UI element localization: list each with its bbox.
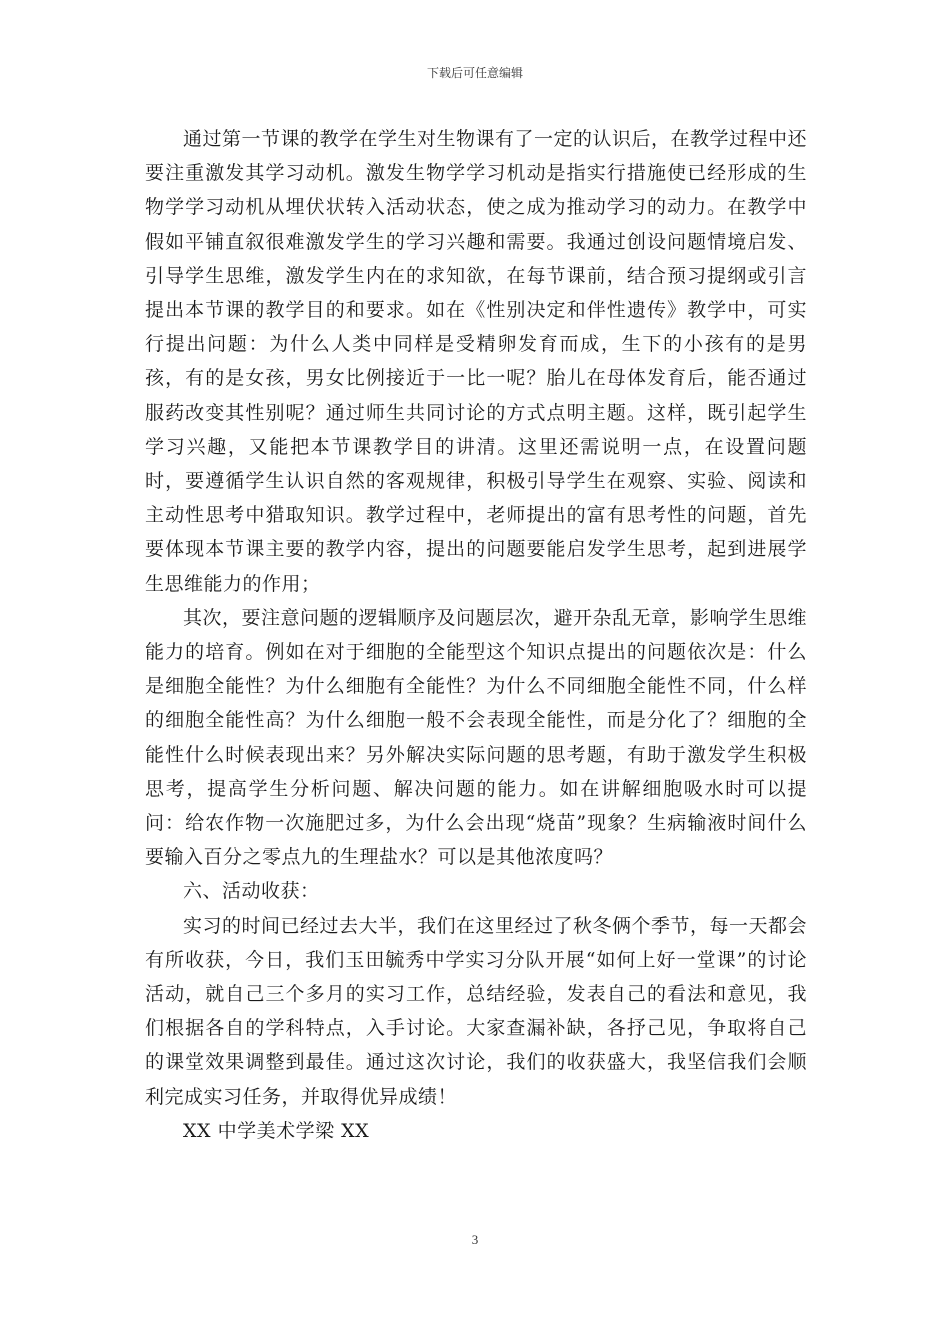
document-body: [145, 122, 807, 1148]
page-header: 下载后可任意编辑: [426, 66, 523, 80]
paragraph-question-order: 其次，要注意问题的逻辑顺序及问题层次，避开杂乱无章，影响学生思维能力的培育。例如在对于细胞的全能型这个知识点提出的问题依次是：什么是细胞全能性？为什么细胞有全能性？为什么不同细胞全能性不同，什么样的细胞全能性高？为什么细胞一般不会表现全能性，而是分化了？细胞的全能性什么时候表现出来？另外解决实际问题的思考题，有助于激发学生积极思考，提高学生分析问题、解决问题的能力。如在讲解细胞吸水时可以提问：给农作物一次施肥过多，为什么会出现“烧苗”现象？生病输液时间什么要输入百分之零点九的生理盐水？可以是其他浓度吗？: [145, 606, 808, 869]
section-heading-activity-harvest: 六、活动收获：: [183, 880, 320, 903]
author-signature: XX 中学美术学梁 XX: [183, 1119, 370, 1142]
paragraph-internship-summary: 实习的时间已经过去大半，我们在这里经过了秋冬俩个季节，每一天都会有所收获，今日，我们玉田毓秀中学实习分队开展“如何上好一堂课”的讨论活动，就自己三个多月的实习工作，总结经验，发表自己的看法和意见，我们根据各自的学科特点，入手讨论。大家查漏补缺，各抒己见，争取将自己的课堂效果调整到最佳。通过这次讨论，我们的收获盛大，我坚信我们会顺利完成实习任务，并取得优异成绩！: [145, 914, 808, 1108]
paragraph-teaching-motivation: 通过第一节课的教学在学生对生物课有了一定的认识后，在教学过程中还要注重激发其学习动机。激发生物学学习机动是指实行措施使已经形成的生物学学习动机从埋伏状转入活动状态，使之成为推动学习的动力。在教学中假如平铺直叙很难激发学生的学习兴趣和需要。我通过创设问题情境启发、引导学生思维，激发学生内在的求知欲，在每节课前，结合预习提纲或引言提出本节课的教学目的和要求。如在《性别决定和伴性遗传》教学中，可实行提出问题：为什么人类中同样是受精卵发育而成，生下的小孩有的是男孩，有的是女孩，男女比例接近于一比一呢？胎儿在母体发育后，能否通过服药改变其性别呢？通过师生共同讨论的方式点明主题。这样，既引起学生学习兴趣，又能把本节课教学目的讲清。这里还需说明一点，在设置问题时，要遵循学生认识自然的客观规律，积极引导学生在观察、实验、阅读和主动性思考中猎取知识。教学过程中，老师提出的富有思考性的问题，首先要体现本节课主要的教学内容，提出的问题要能启发学生思考，起到进展学生思维能力的作用；: [145, 128, 808, 595]
page-number: 3: [471, 1232, 479, 1247]
